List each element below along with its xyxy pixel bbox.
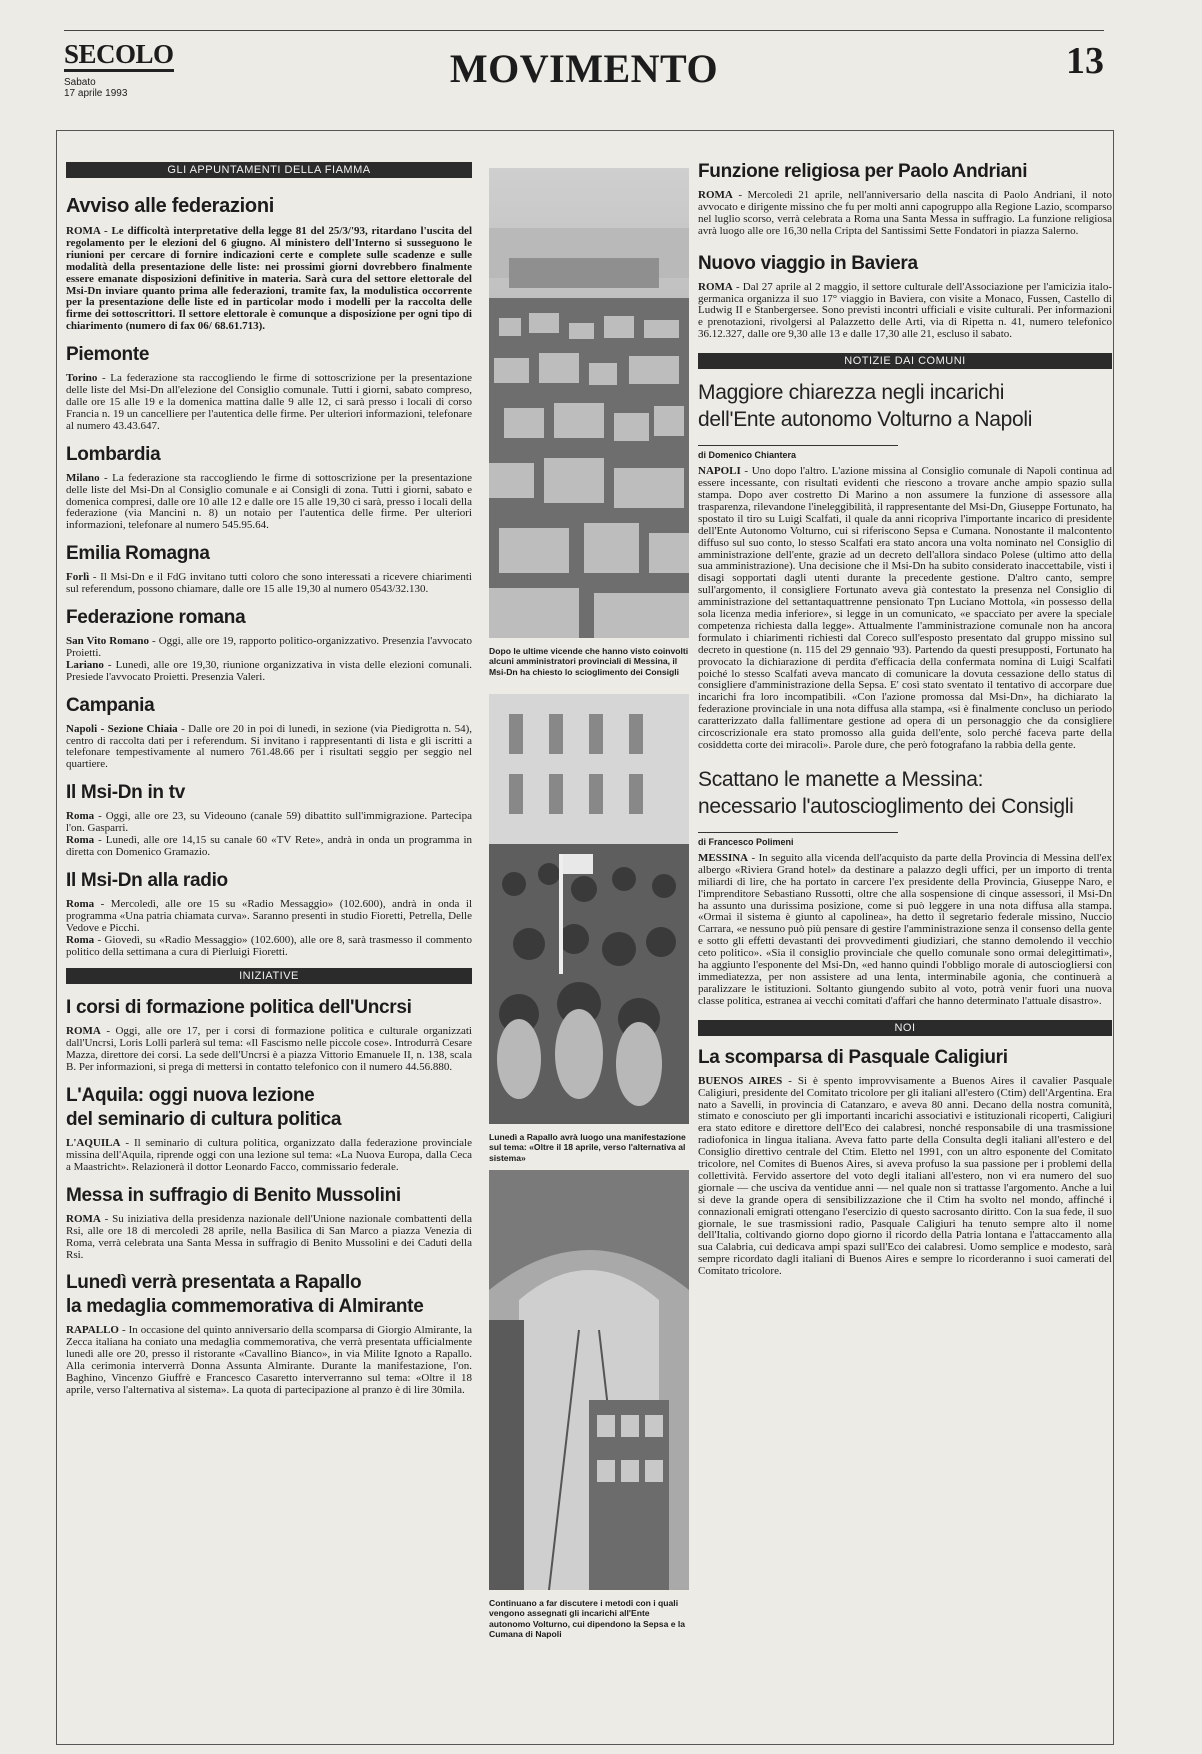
section-bar-comuni: NOTIZIE DAI COMUNI	[698, 353, 1112, 369]
photo-messina-image	[489, 168, 689, 638]
masthead	[64, 30, 1104, 110]
article-title: L'Aquila: oggi nuova lezione del seminario di cultura politica	[66, 1085, 342, 1131]
article-title: Il Msi-Dn alla radio	[66, 869, 228, 891]
article-title: Scattano le manette a Messina: necessario l'autoscioglimento dei Consigli	[698, 767, 1074, 818]
article-title: Lombardia	[66, 443, 161, 465]
byline: di Domenico Chiantera	[698, 450, 797, 461]
article-body: NAPOLI - Uno dopo l'altro. L'azione missina al Consiglio comunale di Napoli continua ad essere incessante, con risultati evidenti che riescono a trovare anche ampio spazio sulla stampa. Dopo aver costretto Di Marino a non assumere la funzione di assessore alla trasparenza, rilevandone l'ineleggibilità, il rappresentante del Msi-Dn, Giuseppe Fortunato, ha spostato il tiro su Luigi Scalfati, il quale da anni ricopriva l'importante incarico di presidente dell'Ente Autonomo Volturno, cui si riferiscono Sepsa e Cumana. Nonostante il malcontento diffuso sul suo conto, lo stesso Scalfati era stato ancora una volta nominato nel Consiglio di amministrazione dell'ente, grazie ad un decreto dell'allora sindaco Polese (ultimo atto della sua amministrazione). Una decisione che il Msi-Dn ha subito considerato inaccettabile, visti i disagi sopportati dagli utenti durante la precedente gestione. D'altro canto, sempre sull'argomento, il consigliere Fortunato aveva già contestato la presenza nel Consiglio di amministrazione del settantaquattrenne pensionato Tpn Luciano Mottola, «in possesso della sola licenza media inferiore», si legge in un comunicato, «e spacciato per avere la speciale competenza richiesta dalla legge». Attualmente l'amministrazione comunale non ha ancora formulato i chiarimenti richiesti dal Coreco sull'esposto presentato dal gruppo missino sul decreto in questione (n. 115 del 29 gennaio '93). Partendo da questi presupposti, Fortunato ha provocato la dichiarazione di perdita d'efficacia della confermata nomina di Luigi Scalfati poiché lo stesso Scalfati aveva mancato di comunicare la dovuta cessazione dello status di consigliere d'amministrazione della Sepsa. E' così stato sventato il tentativo di accorpare due incarichi fra loro incompatibili. «Con l'azione promossa dal Msi-Dn», ha dichiarato la federazione provinciale in una nota diffusa alla stampa, «si è finalmente concluso un periodo caratterizzato dalla fallimentare gestione ad opera di un personaggio che da consigliere circoscrizionale era stato promosso alla guida dell'ente, solo perché faceva parte della cosiddetta corte dei miracoli». Parole dure, che però fotografano la rabbia della gente.	[698, 465, 1112, 751]
article-body: ROMA - Oggi, alle ore 17, per i corsi di formazione politica e culturale organizzati dall'Uncrsi, Loris Lolli parlerà sul tema: «Il Fascismo nelle piccole cose». Introdurrà Cesare Mazza, direttore dei corsi. La sede dell'Uncrsi è a piazza Vittorio Emanuele II, n. 138, scala B. Per informazioni, si prega di mettersi in contatto telefonico con il numero 44.56.880.	[66, 1025, 472, 1074]
byline: di Francesco Polimeni	[698, 836, 794, 847]
photo-caption: Continuano a far discutere i metodi con i quali vengono assegnati gli incarichi all'Ente autonomo Volturno, cui dipendono la Sepsa e la Cumana di Napoli	[489, 1598, 686, 1639]
section-bar-noi: NOI	[698, 1020, 1112, 1036]
article-title: La scomparsa di Pasquale Caligiuri	[698, 1046, 1008, 1068]
article-title: Avviso alle federazioni	[66, 195, 274, 217]
article-body: RAPALLO - In occasione del quinto anniversario della scomparsa di Giorgio Almirante, la Zecca italiana ha coniato una medaglia commemorativa, che verrà presentata ufficialmente lunedì alle ore 20, presso il ristorante «Cavallino Bianco», in via Milite Ignoto a Rapallo. Alla cerimonia interverrà Donna Assunta Almirante. Durante la manifestazione, l'on. Baghino, Vincenzo Giuffrè e Francesco Casaretto interverranno sul tema: «Oltre il 18 aprile, verso l'alternativa al sistema». La quota di partecipazione al pranzo è di lire 30mila.	[66, 1324, 472, 1396]
article-title: I corsi di formazione politica dell'Uncrsi	[66, 997, 412, 1019]
photo-caption: Lunedì a Rapallo avrà luogo una manifestazione sul tema: «Oltre il 18 aprile, verso l'alternativa al sistema»	[489, 1132, 686, 1163]
issue-date-text: 17 aprile 1993	[64, 88, 128, 99]
issue-day: Sabato	[64, 77, 96, 88]
article-title: Maggiore chiarezza negli incarichi dell'Ente autonomo Volturno a Napoli	[698, 381, 1033, 432]
photo-messina	[489, 168, 689, 677]
article-body: Torino - La federazione sta raccogliendo le firme di sottoscrizione per la presentazione delle liste del Msi-Dn all'elezione del Consiglio comunale. Tutti i giorni, sabato compreso, dalle ore 15 alle 19 e la domenica mattina dalle 9 alle 12, ci sarà presso i locali di corso Francia n. 19 un cancelliere per l'autentica delle firme. Per ulteriori informazioni, telefonare al numero 43.43.647.	[66, 372, 472, 432]
article-body: BUENOS AIRES - Si è spento improvvisamente a Buenos Aires il cavalier Pasquale Caligiuri, presidente del Comitato tricolore per gli italiani all'estero (Ctim) dell'Argentina. Era nato a Savelli, in provincia di Catanzaro, e aveva 80 anni. Decano della nostra comunità, stimato e conosciuto per gli importanti incarichi associativi e istituzionali ricoperti, Caligiuri era stato editore e direttore dell'Eco dei calabresi, nonché responsabile di una trasmissione radiofonica in lingua italiana. Aveva fatto parte della Consulta degli italiani all'estero e del Consiglio direttivo centrale del Ctim. Eletto nel 1991, con un altro esponente del Comitato tricolore, nel Comites di Buenos Aires, si aveva profuso la sua passione per i problemi della collettività. Fervido assertore del voto degli italiani all'estero, non vi era numero del suo giornale — che usciva da ventidue anni — nel quale non si trattasse l'argomento. Anche a lui si deve la grande opera di sensibilizzazione che il Ctim ha svolto nel mondo, affinché i connazionali emigrati ottengano l'esercizio di questo sacrosanto diritto. Con la sua fede, il suo giornale, le sue trasmissioni radio, Pasquale Caligiuri ha tenuto sempre alto il nome dell'Italia, coltivando giorno dopo giorno il ricordo della Patria lontana e l'attaccamento alla sua Calabria, cui dedicava ampi spazi sull'Eco dei calabresi. Uomo semplice e modesto, sarà sempre ricordato dagli italiani di Buenos Aires e sempre lo ricorderanno i suoi camerati del Comitato tricolore.	[698, 1074, 1113, 1278]
article-body: Napoli - Sezione Chiaia - Dalle ore 20 in poi di lunedì, in sezione (via Piedigrotta n. 54), centro di raccolta dati per i referendum. Si invitano i rappresentanti di lista e gli iscritti a telefonare tempestivamente al numero 761.48.66 per i risultati seggio per seggio nel quartiere.	[66, 722, 472, 771]
article-title: Messa in suffragio di Benito Mussolini	[66, 1184, 401, 1206]
right-column	[698, 162, 1112, 1278]
article-body: ROMA - Mercoledì 21 aprile, nell'anniversario della nascita di Paolo Andriani, il noto avvocato e dirigente missino che fu per molti anni capogruppo alla Regione Lazio, scomparso nel luglio scorso, verrà celebrata a Roma una Santa Messa in suffragio. La funzione religiosa avrà luogo alle ore 16,30 nella Cripta del Santissimi Sette Fondatori in piazza Salerno.	[698, 189, 1112, 237]
article-body: San Vito Romano - Oggi, alle ore 19, rapporto politico-organizzativo. Presenzia l'avvocato Proietti. Lariano - Lunedì, alle ore 19,30, riunione organizzativa in vista delle elezioni comunali. Presiede l'avvocato Proietti. Presenzia Valeri.	[66, 635, 472, 683]
section-bar-appuntamenti: GLI APPUNTAMENTI DELLA FIAMMA	[66, 162, 472, 178]
article-body: ROMA - Dal 27 aprile al 2 maggio, il settore culturale dell'Associazione per l'amicizia italo-germanica organizza il suo 17° viaggio in Baviera, con visite a Monaco, Fussen, Castello di Ludwig II e Stanbergersee. Sono previsti incontri ufficiali e visite culturali. Per informazioni e prenotazioni, rivolgersi al Palazzetto delle Arti, via di Ripetta n. 41, numero telefonico 36.12.327, dalle ore 9,30 alle 13 e dalle 17,30 alle 21, escluso il sabato.	[698, 280, 1112, 341]
article-title: Nuovo viaggio in Baviera	[698, 252, 918, 274]
photo-napoli-image	[489, 1170, 689, 1590]
photo-rapallo-image	[489, 694, 689, 1124]
photo-caption: Dopo le ultime vicende che hanno visto coinvolti alcuni amministratori provinciali di Messina, il Msi-Dn ha chiesto lo scioglimento dei Consigli	[489, 646, 689, 677]
byline-rule	[698, 445, 898, 446]
article-title: Lunedì verrà presentata a Rapallo la medaglia commemorativa di Almirante	[66, 1272, 424, 1318]
article-title: Funzione religiosa per Paolo Andriani	[698, 161, 1028, 182]
article-title: Emilia Romagna	[66, 543, 210, 565]
article-body: L'AQUILA - Il seminario di cultura politica, organizzato dalla federazione provinciale missina dell'Aquila, riprende oggi con una lezione sul tema: «La Nuova Europa, dalla Ceca a Maastricht». Relazionerà il dottor Leonardo Facco, commissario federale.	[66, 1137, 472, 1173]
article-body: MESSINA - In seguito alla vicenda dell'acquisto da parte della Provincia di Messina dell'ex albergo «Riviera Grand hotel» da destinare a palazzo degli uffici, per un importo di trenta miliardi di lire, che ha portato in carcere l'ex presidente della Provincia, Giuseppe Naro, e l'imprenditore Sebastiano Russotti, oltre che alla sospensione di cinque assessori, il Msi-Dn ha assunto una durissima posizione, come si può leggere in una nota diffusa alla stampa. «Ormai il sistema è giunto al capolinea», ha detto il segretario federale missino, Nuccio Carrara, «e nessuno può più pensare di gestire l'amministrazione senza il consenso della gente e sotto gli effetti devastanti dei provvedimenti giudiziari, che stanno demolendo il vecchio ceto politico». «Sia il consiglio provinciale che quello comunale sono ormai delegittimati», ha aggiunto l'esponente del Msi-Dn, «ed hanno quindi l'obbligo morale di autosciogliersi con immediatezza, per non assistere ad una lenta, interminabile agonia, che continuerà a paralizzare le istituzioni. Soltanto giungendo subito al voto, potrà venir fuori una nuova classe politica, estranea ai vecchi comitati d'affari che hanno determinato l'attuale disastro».	[698, 851, 1112, 1007]
article-body: Roma - Oggi, alle ore 23, su Videouno (canale 59) dibattito sull'immigrazione. Partecipa l'on. Gasparri. Roma - Lunedì, alle ore 14,15 su canale 60 «TV Rete», andrà in onda un programma in diretta con Domenico Gramazio.	[66, 810, 472, 858]
article-title: Campania	[66, 694, 155, 716]
article-body: Milano - La federazione sta raccogliendo le firme di sottoscrizione per la presentazione delle liste del Msi-Dn al Consiglio comunale e ai Consigli di zona. Tutti i giorni, sabato e domenica compresi, dalle ore 10 alle 12 e dalle ore 15 alle 19,30 ci sarà, presso i locali della federazione (via Mancini n. 8) un notaio per l'autentica delle firme. Per ulteriori informazioni, telefonare al numero 545.95.64.	[66, 471, 472, 532]
article-body: ROMA - Le difficoltà interpretative della legge 81 del 25/3/'93, ritardano l'uscita del regolamento per le elezioni del 6 giugno. Al ministero dell'Interno si susseguono le riunioni per cercare di fornire indicazioni certe e complete sulle scadenze e sulle modalità della presentazione delle liste: nei prossimi giorni dovrebbero finalmente essere emanate disposizioni definitive in materia. Sarà cura del settore elettorale del Msi-Dn inviare quanto prima alle federazioni, tramite fax, la modulistica occorrente per la presentazione delle liste ed in particolar modo i modelli per la raccolta delle firme dei sottoscrittori. Il settore elettorale è comunque a disposizione per ogni tipo di chiarimento (numero di fax 06/ 68.61.713).	[66, 225, 472, 333]
section-title: MOVIMENTO	[449, 46, 719, 91]
newspaper-logo: SECOLO	[64, 39, 174, 72]
article-title: Il Msi-Dn in tv	[66, 782, 186, 804]
article-body: Forlì - Il Msi-Dn e il FdG invitano tutti coloro che sono interessati a ricevere chiarimenti sul referendum, possono chiamare, dalle ore 15 alle 19,30 al numero 0543/32.130.	[66, 571, 472, 596]
article-title: Federazione romana	[66, 607, 246, 629]
section-bar-iniziative: INIZIATIVE	[66, 968, 472, 984]
left-column	[66, 162, 472, 1397]
photo-napoli	[489, 1170, 689, 1639]
article-title: Piemonte	[66, 344, 150, 366]
article-body: Roma - Mercoledì, alle ore 15 su «Radio Messaggio» (102.600), andrà in onda il programma «Una patria chiamata curva». Saranno presenti in studio Fioretti, Petrella, Delle Vedove e Picchi. Roma - Giovedì, su «Radio Messaggio» (102.600), alle ore 8, sarà trasmesso il commento politico della settimana a cura di Pierluigi Fioretti.	[66, 897, 472, 958]
photo-rapallo	[489, 694, 689, 1163]
byline-rule	[698, 832, 898, 833]
article-body: ROMA - Su iniziativa della presidenza nazionale dell'Unione nazionale combattenti della Rsi, alle ore 18 di mercoledì 28 aprile, nella Basilica di San Marco a piazza Venezia di Roma, verrà celebrata una Santa Messa in suffragio di Benito Mussolini e dei Caduti della Rsi.	[66, 1212, 472, 1261]
page-number: 13	[1066, 40, 1104, 82]
